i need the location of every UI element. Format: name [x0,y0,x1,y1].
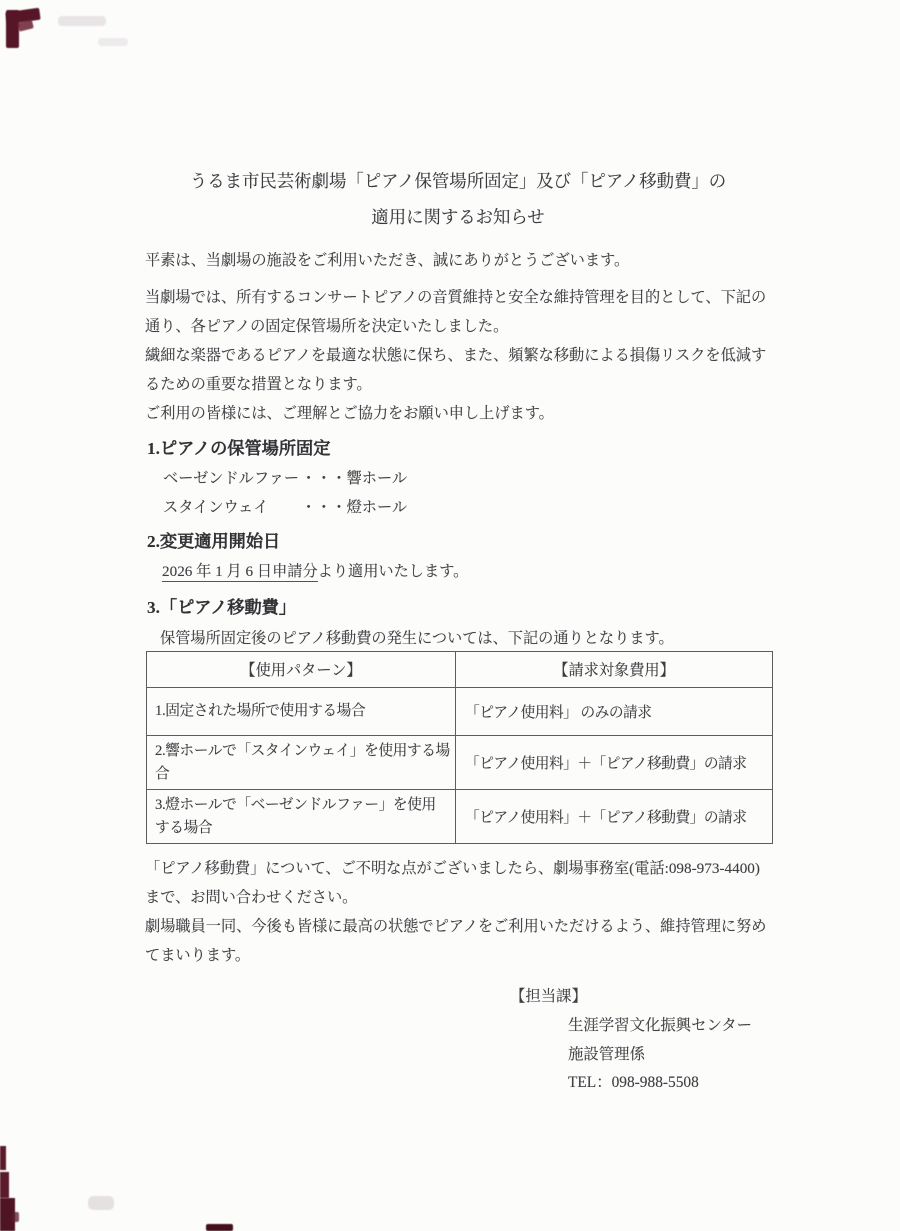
section-3-lead: 保管場所固定後のピアノ移動費の発生については、下記の通りとなります。 [160,630,674,647]
usage-pattern-header: 【使用パターン】 [147,652,456,688]
scan-artifact-top-left [6,10,19,48]
billed-fee-cell: 「ピアノ使用料」 のみの請求 [456,688,773,736]
signature-dept: 施設管理係 [568,1046,645,1063]
piano-name: ベーゼンドルファー [163,470,300,487]
assigned-hall: ・・・響ホール [301,470,408,487]
scan-artifact-bottom-left [0,1172,9,1198]
fee-table-header-row [147,652,773,688]
intro-line: るための重要な措置となります。 [145,376,372,393]
intro-line: ご利用の皆様には、ご理解とご協力をお願い申し上げます。 [145,405,554,422]
scan-smudge [88,1196,114,1210]
closing-line: てまいります。 [145,947,251,964]
billed-fee-cell: 「ピアノ使用料」＋「ピアノ移動費」の請求 [456,736,773,790]
billed-fee-cell: 「ピアノ使用料」＋「ピアノ移動費」の請求 [456,790,773,844]
piano-assignment-row [163,464,407,493]
fee-table-row [147,790,773,844]
usage-pattern-cell: 3.燈ホールで「ベーゼンドルファー」を使用する場合 [147,790,456,844]
section-3-heading: 3.「ピアノ移動費」 [147,598,297,617]
usage-pattern-cell: 2.響ホールで「スタインウェイ」を使用する場合 [147,736,456,790]
signature-tel: TEL：098-988-5508 [568,1074,699,1091]
signature-org: 生涯学習文化振興センター [568,1017,753,1034]
inquiry-line: 「ピアノ移動費」について、ご不明な点がございましたら、劇場事務室(電話:098-973-4400) [145,860,760,877]
closing-line: 劇場職員一同、今後も皆様に最高の状態でピアノをご利用いただけるよう、維持管理に努め [145,918,767,935]
intro-line: 繊細な楽器であるピアノを最適な状態に保ち、また、頻繁な移動による損傷リスクを低減す [145,347,767,364]
effective-date-rest: より適用いたします。 [317,563,469,580]
piano-assignment-row [163,493,407,522]
billed-fees-header: 【請求対象費用】 [456,652,773,688]
intro-line: 当劇場では、所有するコンサートピアノの音質維持と安全な維持管理を目的として、下記の [145,289,767,306]
effective-date-line [162,557,468,586]
usage-pattern-cell: 1.固定された場所で使用する場合 [147,688,456,736]
fee-table-row [147,736,773,790]
fee-table-row [147,688,773,736]
signature-label: 【担当課】 [510,988,587,1005]
inquiry-line: まで、お問い合わせください。 [145,889,358,906]
assigned-hall: ・・・燈ホール [301,499,408,516]
scan-artifact-bottom-edge [206,1224,233,1231]
scan-artifact-top-left [17,19,34,31]
scan-artifact-bottom-left [11,1212,19,1222]
intro-line: 通り、各ピアノの固定保管場所を決定いたしました。 [145,318,509,335]
scan-smudge [98,38,128,46]
effective-date-underlined: 2026 年 1 月 6 日申請分 [162,563,318,580]
notice-title-line-2: 適用に関するお知らせ [371,207,545,227]
piano-name: スタインウェイ [163,499,269,516]
notice-title-line-1: うるま市民芸術劇場「ピアノ保管場所固定」及び「ピアノ移動費」の [189,171,727,191]
greeting-paragraph: 平素は、当劇場の施設をご利用いただき、誠にありがとうございます。 [145,252,630,269]
scan-artifact-bottom-left [0,1146,6,1170]
intro-paragraph [145,283,766,428]
fee-table [146,651,773,844]
section-2-heading: 2.変更適用開始日 [147,532,281,551]
section-1-heading: 1.ピアノの保管場所固定 [147,439,331,458]
inquiry-paragraph [145,854,766,970]
scan-smudge [58,16,106,26]
